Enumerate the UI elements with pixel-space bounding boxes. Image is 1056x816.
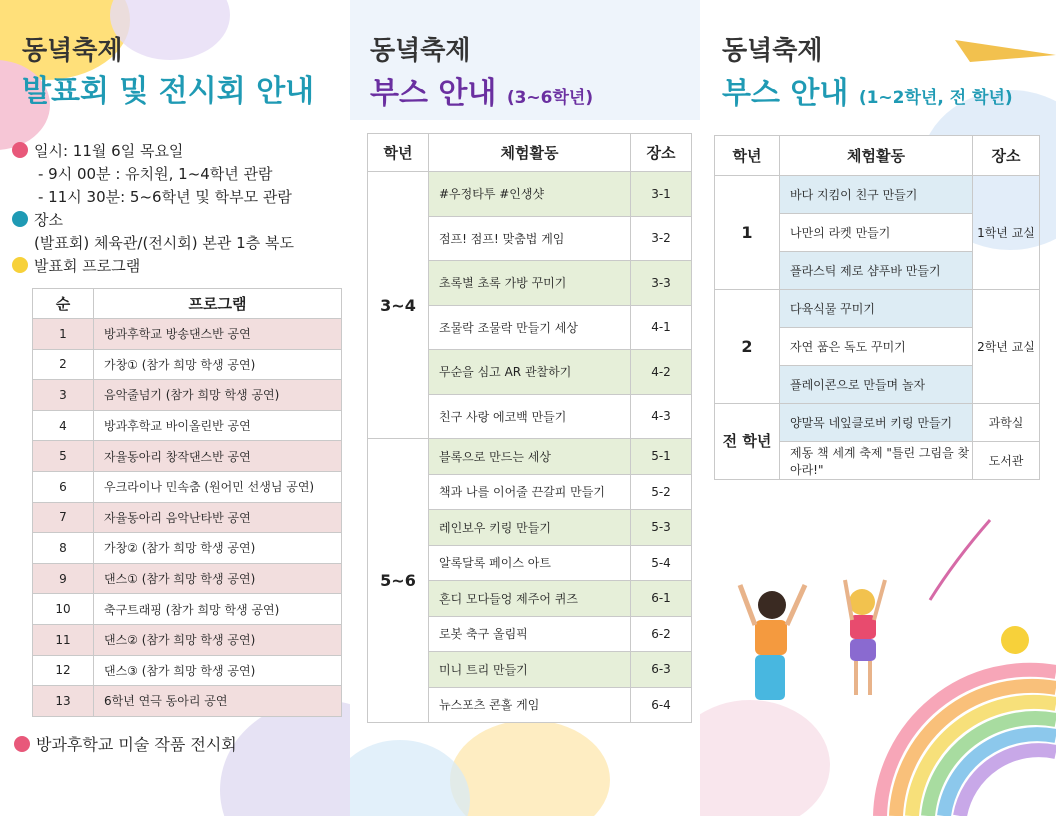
row-no: 13 [33,686,94,717]
sun-icon [1001,626,1029,654]
row-no: 4 [33,410,94,441]
place-cell: 4-1 [631,305,692,350]
activity-cell: 친구 사랑 에코백 만들기 [429,394,631,439]
header-grade: 학년 [368,134,429,172]
place-cell: 6-2 [631,616,692,652]
place-cell: 도서관 [973,442,1040,480]
activity-cell: 뉴스포츠 콘홀 게임 [429,687,631,723]
activity-cell: 로봇 축구 올림픽 [429,616,631,652]
row-program: 가창① (참가 희망 학생 공연) [94,349,342,380]
flower-icon [12,142,28,158]
table-row [33,655,342,686]
activity-cell: 플라스틱 제로 샴푸바 만들기 [780,252,973,290]
table-row [33,380,342,411]
exhibition-line [14,733,237,756]
activity-cell: 점프! 점프! 맞춤법 게임 [429,216,631,261]
paper-plane-icon [955,40,1056,62]
panel2-title-sub: (3~6학년) [506,88,594,108]
activity-cell: 조물락 조물락 만들기 세상 [429,305,631,350]
table-row [33,349,342,380]
panel-booth-1-2 [700,0,1056,816]
jumping-child-boy-icon [740,585,805,700]
row-program: 가창② (참가 희망 학생 공연) [94,533,342,564]
place-value: (발표회) 체육관/(전시회) 본관 1층 복도 [34,234,294,252]
place-cell: 3-1 [631,172,692,217]
panel-booth-3-6 [350,0,700,816]
jumping-child-girl-icon [845,580,885,695]
place-cell: 4-2 [631,350,692,395]
row-program: 우크라이나 민속춤 (원어민 선생님 공연) [94,471,342,502]
place-cell: 과학실 [973,404,1040,442]
place-cell: 3-2 [631,216,692,261]
activity-cell: #우정타투 #인생샷 [429,172,631,217]
decor-blob-bottom-yellow [450,720,610,816]
grade-cell: 5~6 [368,439,429,723]
grade-cell: 전 학년 [715,404,780,480]
panel1-title-line2: 발표회 및 전시회 안내 [22,74,315,109]
event-info [12,140,347,278]
place-label: 장소 [34,211,63,229]
event-time-1: - 9시 00분 : 유치원, 1~4학년 관람 [38,165,273,183]
activity-cell: 미니 트리 만들기 [429,652,631,688]
table-row [33,594,342,625]
grade-cell: 2 [715,290,780,404]
place-cell: 2학년 교실 [973,290,1040,404]
place-cell: 3-3 [631,261,692,306]
table-row [368,172,692,217]
table-row [33,319,342,350]
flower-icon [12,257,28,273]
activity-cell: 레인보우 키링 만들기 [429,510,631,546]
decor-blob-bottom-blue [350,740,470,816]
activity-cell: 다육식물 꾸미기 [780,290,973,328]
header-place: 장소 [973,136,1040,176]
activity-cell: 제동 책 세계 축제 "틀린 그림을 찾아라!" [780,442,973,480]
place-cell: 6-4 [631,687,692,723]
panel2-title [370,68,593,112]
leaf-branch-icon [930,520,990,600]
row-program: 댄스① (참가 희망 학생 공연) [94,563,342,594]
place-cell: 6-3 [631,652,692,688]
table-row [368,439,692,475]
header-activity: 체험활동 [780,136,973,176]
place-cell: 1학년 교실 [973,176,1040,290]
header-program: 프로그램 [94,289,342,319]
panel3-title-main: 부스 안내 [722,76,849,111]
activity-cell: 플레이콘으로 만들며 놀자 [780,366,973,404]
table-row [33,563,342,594]
activity-cell: 초록별 초록 가방 꾸미기 [429,261,631,306]
table-row [33,686,342,717]
row-program: 댄스② (참가 희망 학생 공연) [94,624,342,655]
program-table [32,288,342,717]
activity-cell: 알록달록 페이스 아트 [429,545,631,581]
place-cell: 5-1 [631,439,692,475]
activity-cell: 자연 품은 독도 꾸미기 [780,328,973,366]
activity-cell: 책과 나를 이어줄 끈갈피 만들기 [429,474,631,510]
decor-blob-lightpurple [110,0,230,60]
row-no: 12 [33,655,94,686]
place-cell: 4-3 [631,394,692,439]
row-program: 음악줄넘기 (참가 희망 학생 공연) [94,380,342,411]
activity-cell: 무순을 심고 AR 관찰하기 [429,350,631,395]
row-program: 축구트래핑 (참가 희망 학생 공연) [94,594,342,625]
row-no: 11 [33,624,94,655]
table-row [33,471,342,502]
table-row [33,441,342,472]
activity-cell: 블록으로 만드는 세상 [429,439,631,475]
row-program: 방과후학교 방송댄스반 공연 [94,319,342,350]
flower-icon [14,736,30,752]
grade-cell: 3~4 [368,172,429,439]
flower-icon [12,211,28,227]
panel1-title-line1: 동녘축제 [22,36,123,66]
program-label: 발표회 프로그램 [34,257,141,275]
row-no: 5 [33,441,94,472]
row-program: 자율동아리 창작댄스반 공연 [94,441,342,472]
activity-cell: 양말목 네잎클로버 키링 만들기 [780,404,973,442]
event-time-2: - 11시 30분: 5~6학년 및 학부모 관람 [38,188,292,206]
row-no: 2 [33,349,94,380]
rainbow-icon [880,670,1056,816]
row-no: 7 [33,502,94,533]
table-row [33,533,342,564]
panel2-title-main: 부스 안내 [370,76,497,111]
place-cell: 5-3 [631,510,692,546]
table-row [33,624,342,655]
row-no: 3 [33,380,94,411]
row-no: 6 [33,471,94,502]
row-program: 댄스③ (참가 희망 학생 공연) [94,655,342,686]
header-no: 순 [33,289,94,319]
row-no: 10 [33,594,94,625]
header-grade: 학년 [715,136,780,176]
panel2-title-line1: 동녘축제 [370,36,471,66]
header-place: 장소 [631,134,692,172]
row-program: 6학년 연극 동아리 공연 [94,686,342,717]
row-no: 9 [33,563,94,594]
panel3-title-sub: (1~2학년, 전 학년) [858,88,1013,108]
activity-cell: 혼디 모다들엉 제주어 퀴즈 [429,581,631,617]
panel-presentation [0,0,350,816]
decor-illustrations [700,0,1056,816]
row-program: 자율동아리 음악난타반 공연 [94,502,342,533]
activity-cell: 나만의 라켓 만들기 [780,214,973,252]
place-cell: 6-1 [631,581,692,617]
table-row [33,502,342,533]
exhibition-text: 방과후학교 미술 작품 전시회 [36,735,237,754]
grade-cell: 1 [715,176,780,290]
row-no: 1 [33,319,94,350]
place-cell: 5-4 [631,545,692,581]
booth-table-3-6 [367,133,692,723]
panel3-title-line1: 동녘축제 [722,36,823,66]
activity-cell: 바다 지킴이 친구 만들기 [780,176,973,214]
event-date: 일시: 11월 6일 목요일 [34,142,184,160]
decor-blob-bottom [220,700,350,816]
row-program: 방과후학교 바이올린반 공연 [94,410,342,441]
header-activity: 체험활동 [429,134,631,172]
row-no: 8 [33,533,94,564]
table-row [33,410,342,441]
place-cell: 5-2 [631,474,692,510]
